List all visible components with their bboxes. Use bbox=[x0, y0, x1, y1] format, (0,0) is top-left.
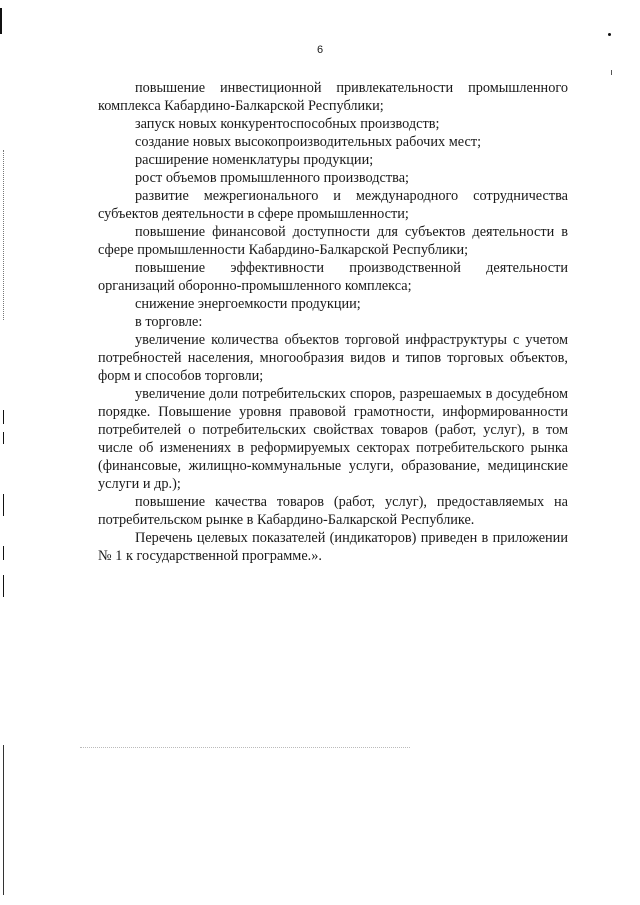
page-number: 6 bbox=[316, 44, 324, 56]
paragraph: расширение номенклатуры продукции; bbox=[135, 152, 374, 168]
scan-tick bbox=[611, 70, 612, 75]
paragraph: повышение инвестиционной привлекательности промышленного комплекса Кабардино-Балкарской Республики; bbox=[98, 80, 568, 114]
paragraph: рост объемов промышленного производства; bbox=[135, 170, 410, 186]
scan-dotted-edge bbox=[3, 745, 4, 895]
scan-edge-mark bbox=[3, 494, 4, 516]
paragraph: в торговле: bbox=[135, 314, 203, 330]
paragraph: развитие межрегионального и международного сотрудничества субъектов деятельности в сфере промышленности; bbox=[98, 188, 568, 222]
scan-horizontal-noise bbox=[80, 747, 410, 748]
scan-dot bbox=[608, 33, 611, 36]
scan-edge-mark bbox=[3, 432, 4, 444]
paragraph: повышение качества товаров (работ, услуг), предоставляемых на потребительском рынке в Кабардино-Балкарской Республике. bbox=[98, 494, 568, 528]
scan-edge-mark bbox=[0, 8, 2, 34]
paragraph: увеличение количества объектов торговой инфраструктуры с учетом потребностей населения, многообразия видов и типов торговых объектов, форм и способов торговли; bbox=[98, 332, 568, 384]
scan-dotted-edge bbox=[3, 150, 4, 320]
paragraph: повышение эффективности производственной деятельности организаций оборонно-промышленного комплекса; bbox=[98, 260, 568, 294]
paragraph: снижение энергоемкости продукции; bbox=[135, 296, 361, 312]
scan-edge-mark bbox=[3, 575, 4, 597]
paragraph: запуск новых конкурентоспособных производств; bbox=[135, 116, 440, 132]
paragraph: повышение финансовой доступности для субъектов деятельности в сфере промышленности Кабардино-Балкарской Республики; bbox=[98, 224, 568, 258]
scan-edge-mark bbox=[3, 546, 4, 560]
document-body bbox=[98, 79, 568, 565]
paragraph: Перечень целевых показателей (индикаторов) приведен в приложении № 1 к государственной программе.». bbox=[98, 530, 568, 564]
scan-edge-mark bbox=[3, 410, 4, 424]
paragraph: создание новых высокопроизводительных рабочих мест; bbox=[135, 134, 482, 150]
paragraph: увеличение доли потребительских споров, разрешаемых в досудебном порядке. Повышение уровня правовой грамотности, информированности потребителей о потребительских свойствах товаров (работ, услуг), в том числе об изменениях в реформируемых секторах потребительского рынка (финансовые, жилищно-коммунальные услуги, образование, медицинские услуги и др.); bbox=[98, 386, 568, 492]
